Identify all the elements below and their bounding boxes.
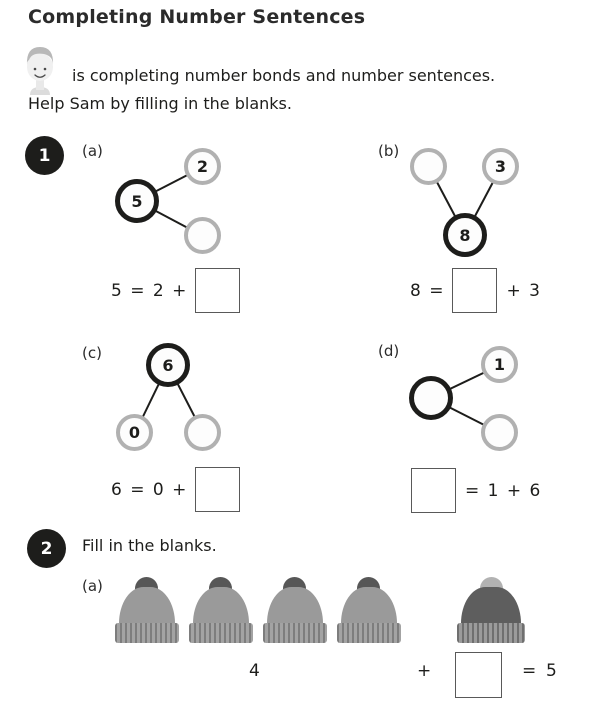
equation-row bbox=[402, 468, 540, 513]
hats-row bbox=[115, 577, 525, 643]
hat-brim bbox=[189, 623, 253, 643]
q1-part-d bbox=[375, 338, 550, 523]
dark-beanie-hat-icon bbox=[457, 577, 525, 643]
hat-dome bbox=[193, 587, 249, 627]
q2-instruction: Fill in the blanks. bbox=[82, 536, 217, 555]
q2-answer-box[interactable] bbox=[455, 652, 502, 698]
equation-text-before: 6 = 0 + bbox=[111, 479, 187, 500]
intro-text: is completing number bonds and number sentences. bbox=[72, 66, 496, 85]
equation-text-before: 8 = bbox=[410, 280, 444, 301]
hat-dome bbox=[461, 587, 521, 627]
bond-part-circle-blank[interactable] bbox=[410, 148, 447, 185]
equation-row bbox=[111, 268, 249, 313]
bond-part-circle-blank[interactable] bbox=[481, 414, 518, 451]
q2-plus-sign: + bbox=[417, 661, 432, 681]
bond-part-circle: 2 bbox=[184, 148, 221, 185]
gray-beanie-hat-icon bbox=[337, 577, 401, 643]
bond-part-circle-blank[interactable] bbox=[184, 217, 221, 254]
answer-box[interactable] bbox=[195, 268, 240, 313]
bond-lines bbox=[375, 338, 545, 463]
bond-part-circle: 1 bbox=[481, 346, 518, 383]
q2-addend-count: 4 bbox=[249, 661, 260, 681]
equation-text-after: + 3 bbox=[506, 280, 540, 301]
q1-part-a bbox=[82, 138, 257, 323]
equation-text-before: 5 = 2 + bbox=[111, 280, 187, 301]
dark-hat-group bbox=[457, 577, 525, 643]
equation-text-after: = 1 + 6 bbox=[465, 480, 541, 501]
bond-whole-circle: 5 bbox=[115, 179, 159, 223]
help-text: Help Sam by filling in the blanks. bbox=[28, 94, 292, 113]
equation-row bbox=[410, 268, 540, 313]
part-d-label: (d) bbox=[378, 342, 400, 360]
answer-box[interactable] bbox=[411, 468, 456, 513]
question-2-badge: 2 bbox=[27, 529, 66, 568]
hat-dome bbox=[267, 587, 323, 627]
part-a-label: (a) bbox=[82, 142, 103, 160]
sam-avatar-icon bbox=[22, 43, 58, 95]
part-b-label: (b) bbox=[378, 142, 400, 160]
gray-beanie-hat-icon bbox=[263, 577, 327, 643]
hat-dome bbox=[119, 587, 175, 627]
hat-brim bbox=[115, 623, 179, 643]
hat-brim bbox=[337, 623, 401, 643]
hat-dome bbox=[341, 587, 397, 627]
q2-part-a-label: (a) bbox=[82, 577, 103, 595]
gray-beanie-hat-icon bbox=[115, 577, 179, 643]
q2-equals-sign: = bbox=[522, 661, 537, 681]
hat-brim bbox=[263, 623, 327, 643]
answer-box[interactable] bbox=[195, 467, 240, 512]
bond-whole-circle: 6 bbox=[146, 343, 190, 387]
bond-whole-circle-blank[interactable] bbox=[409, 376, 453, 420]
bond-whole-circle: 8 bbox=[443, 213, 487, 257]
q1-part-b bbox=[375, 138, 550, 323]
q2-total: 5 bbox=[546, 661, 557, 681]
gray-beanie-hat-icon bbox=[189, 577, 253, 643]
gray-hat-group bbox=[115, 577, 401, 643]
part-c-label: (c) bbox=[82, 344, 102, 362]
bond-part-circle-blank[interactable] bbox=[184, 414, 221, 451]
bond-part-circle: 3 bbox=[482, 148, 519, 185]
page-title: Completing Number Sentences bbox=[28, 6, 366, 28]
equation-row bbox=[111, 467, 249, 512]
q1-part-c bbox=[82, 338, 257, 523]
hat-brim bbox=[457, 623, 525, 643]
answer-box[interactable] bbox=[452, 268, 497, 313]
question-1-badge: 1 bbox=[25, 136, 64, 175]
bond-part-circle: 0 bbox=[116, 414, 153, 451]
